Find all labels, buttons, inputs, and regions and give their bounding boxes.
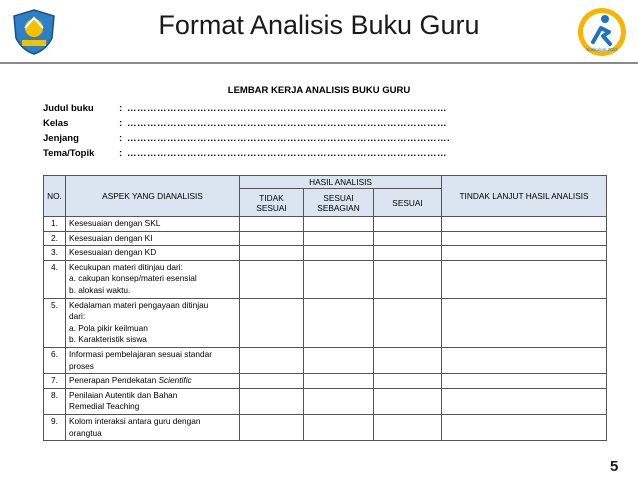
aspect-line: Kedalaman materi pengayaan ditinjau (69, 299, 209, 310)
header-line: SESUAI (256, 202, 287, 213)
aspect-line: dari: (69, 311, 86, 322)
aspect-line: Penilaian Autentik dan Bahan (69, 389, 178, 400)
field-colon: : (119, 133, 123, 144)
header-partial-match (304, 189, 374, 217)
cell-not-match[interactable] (240, 347, 304, 373)
row-aspect (66, 217, 240, 232)
row-number: 2. (44, 231, 66, 246)
table-row (44, 414, 607, 440)
field-tema-topik (43, 146, 450, 161)
aspect-line: Remedial Teaching (69, 401, 140, 412)
cell-followup[interactable] (442, 414, 607, 440)
aspect-text: Penerapan Pendekatan (69, 375, 159, 386)
field-label: Jenjang (43, 133, 79, 144)
field-jenjang (43, 131, 450, 146)
cell-match[interactable] (374, 260, 442, 298)
cell-partial-match[interactable] (304, 260, 374, 298)
cell-match[interactable] (374, 414, 442, 440)
title-divider (0, 62, 638, 64)
field-blank: ……………………………………………………………………………………. (127, 133, 451, 144)
field-colon: : (119, 148, 123, 159)
cell-followup[interactable] (442, 231, 607, 246)
row-number: 1. (44, 217, 66, 232)
header-match: SESUAI (374, 189, 442, 217)
table-row (44, 374, 607, 389)
aspect-line: Kesesuaian dengan KD (69, 247, 157, 258)
field-blank: …………………………………………………………………………………… (127, 148, 447, 159)
aspect-line: orangtua (69, 427, 102, 438)
row-aspect (66, 347, 240, 373)
aspect-italic-text: Scientific (158, 375, 192, 386)
header-line: TIDAK (259, 192, 284, 203)
cell-not-match[interactable] (240, 217, 304, 232)
cell-followup[interactable] (442, 246, 607, 261)
book-info-fields (43, 101, 450, 161)
cell-followup[interactable] (442, 388, 607, 414)
field-blank: …………………………………………………………………………………… (127, 118, 447, 129)
cell-followup[interactable] (442, 298, 607, 347)
analysis-table (43, 175, 607, 441)
cell-partial-match[interactable] (304, 231, 374, 246)
cell-not-match[interactable] (240, 374, 304, 389)
cell-match[interactable] (374, 347, 442, 373)
field-label: Kelas (43, 118, 69, 129)
cell-match[interactable] (374, 231, 442, 246)
row-aspect (66, 414, 240, 440)
header-line: SESUAI (323, 192, 354, 203)
cell-partial-match[interactable] (304, 298, 374, 347)
row-number: 8. (44, 388, 66, 414)
aspect-line: a. Pola pikir keilmuan (69, 322, 148, 333)
aspect-line: b. Karakteristik siswa (69, 334, 147, 345)
field-colon: : (119, 118, 123, 129)
row-aspect (66, 231, 240, 246)
field-judul-buku (43, 101, 450, 116)
aspect-line: Kesesuaian dengan SKL (69, 218, 161, 228)
cell-match[interactable] (374, 298, 442, 347)
aspect-line: Kesesuaian dengan KI (69, 232, 153, 243)
cell-match[interactable] (374, 374, 442, 389)
field-label: Tema/Topik (43, 148, 95, 159)
cell-partial-match[interactable] (304, 347, 374, 373)
table-row (44, 298, 607, 347)
cell-match[interactable] (374, 246, 442, 261)
aspect-line: Kecukupan materi ditinjau dari: (69, 261, 183, 272)
header-aspect: ASPEK YANG DIANALISIS (66, 176, 240, 217)
cell-partial-match[interactable] (304, 217, 374, 232)
cell-not-match[interactable] (240, 246, 304, 261)
aspect-line (69, 375, 236, 387)
field-label: Judul buku (43, 103, 94, 114)
table-row (44, 260, 607, 298)
cell-followup[interactable] (442, 217, 607, 232)
cell-followup[interactable] (442, 260, 607, 298)
cell-not-match[interactable] (240, 388, 304, 414)
kurikulum-2013-logo-icon (576, 6, 628, 58)
row-aspect (66, 260, 240, 298)
cell-not-match[interactable] (240, 414, 304, 440)
field-blank: …………………………………………………………………………………… (127, 103, 447, 114)
table-row (44, 217, 607, 232)
row-aspect (66, 374, 240, 389)
header-no: NO. (44, 176, 66, 217)
aspect-line: proses (69, 360, 94, 371)
table-row (44, 347, 607, 373)
row-number: 4. (44, 260, 66, 298)
row-number: 3. (44, 246, 66, 261)
row-number: 7. (44, 374, 66, 389)
row-aspect (66, 246, 240, 261)
header-not-match (240, 189, 304, 217)
sheet-title: LEMBAR KERJA ANALISIS BUKU GURU (227, 85, 411, 96)
table-row (44, 231, 607, 246)
cell-partial-match[interactable] (304, 246, 374, 261)
logo-caption: Kurikulum 2013 (586, 47, 618, 52)
row-aspect (66, 298, 240, 347)
header-line: SEBAGIAN (317, 202, 360, 213)
cell-not-match[interactable] (240, 298, 304, 347)
row-aspect (66, 388, 240, 414)
field-kelas (43, 116, 450, 131)
cell-not-match[interactable] (240, 231, 304, 246)
cell-partial-match[interactable] (304, 374, 374, 389)
aspect-line: a. cakupan konsep/materi esensial (69, 273, 197, 284)
cell-match[interactable] (374, 388, 442, 414)
cell-followup[interactable] (442, 347, 607, 373)
cell-not-match[interactable] (240, 260, 304, 298)
table-row (44, 246, 607, 261)
aspect-line: b. alokasi waktu. (69, 284, 131, 295)
field-colon: : (119, 103, 123, 114)
header-result-group: HASIL ANALISIS (240, 176, 442, 189)
table-row (44, 388, 607, 414)
cell-match[interactable] (374, 217, 442, 232)
row-number: 9. (44, 414, 66, 440)
row-number: 6. (44, 347, 66, 373)
page-title: Format Analisis Buku Guru (158, 10, 480, 40)
cell-followup[interactable] (442, 374, 607, 389)
cell-partial-match[interactable] (304, 414, 374, 440)
row-number: 5. (44, 298, 66, 347)
header-followup: TINDAK LANJUT HASIL ANALISIS (442, 176, 607, 217)
aspect-line: Informasi pembelajaran sesuai standar (69, 348, 212, 359)
cell-partial-match[interactable] (304, 388, 374, 414)
aspect-line: Kolom interaksi antara guru dengan (69, 415, 201, 426)
page-number: 5 (610, 458, 619, 475)
